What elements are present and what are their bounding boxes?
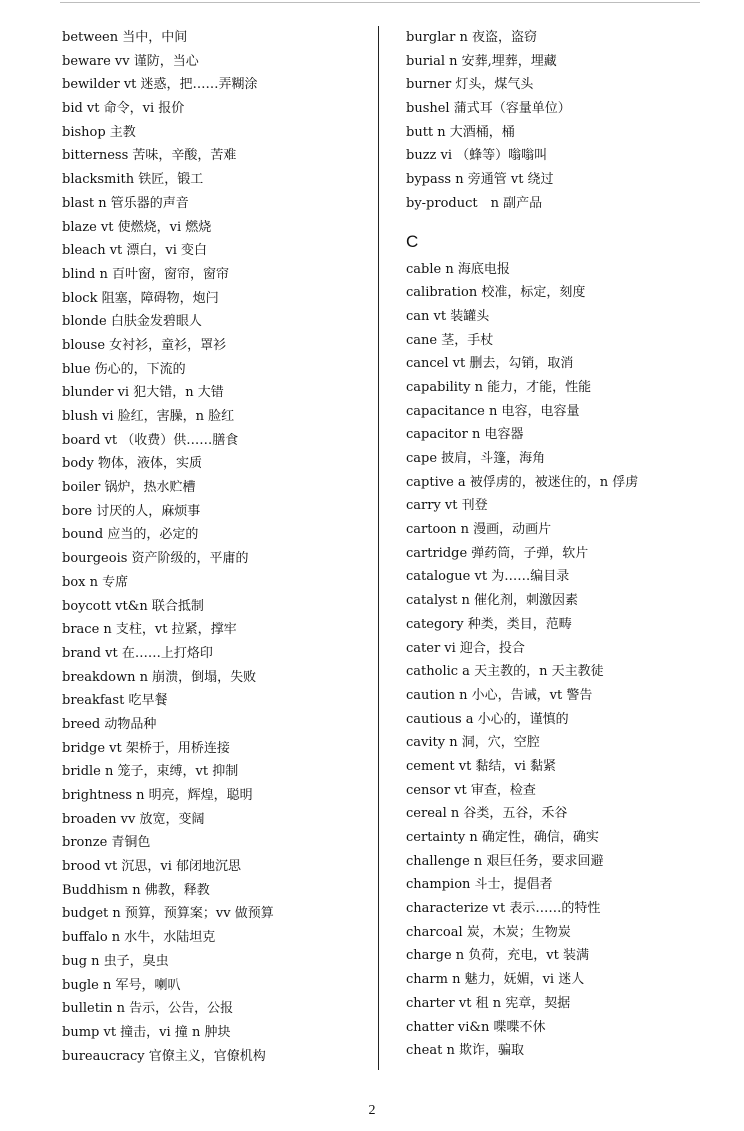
glossary-entry: charcoal 炭，木炭；生物炭 [406, 924, 571, 940]
glossary-entry: category 种类，类目，范畴 [406, 616, 572, 632]
glossary-entry: champion 斗士，提倡者 [406, 877, 553, 893]
glossary-entry: bureaucracy 官僚主义，官僚机构 [62, 1048, 266, 1064]
glossary-entry: butt n 大酒桶，桶 [406, 124, 515, 140]
glossary-entry: cable n 海底电报 [406, 261, 510, 277]
glossary-entry: bronze 青铜色 [62, 835, 151, 851]
glossary-entry: board vt （收费）供……膳食 [62, 432, 239, 448]
glossary-entry: bump vt 撞击，vi 撞 n 肿块 [62, 1024, 231, 1040]
glossary-entry: breed 动物品种 [62, 716, 157, 732]
glossary-entry: bound 应当的，必定的 [62, 527, 199, 543]
glossary-entry: bore 讨厌的人，麻烦事 [62, 503, 201, 519]
glossary-entry: burglar n 夜盗，盗窃 [406, 30, 537, 45]
glossary-entry: buffalo n 水牛，水陆坦克 [62, 930, 216, 946]
glossary-entry: carry vt 刊登 [406, 498, 488, 514]
glossary-entry: blush vi 脸红，害臊，n 脸红 [62, 409, 235, 424]
glossary-entry: bourgeois 资产阶级的，平庸的 [62, 551, 249, 567]
glossary-entry: cane 茎，手杖 [406, 332, 494, 348]
glossary-entry: blonde 白肤金发碧眼人 [62, 314, 202, 330]
glossary-entry: blunder vi 犯大错，n 大错 [62, 385, 224, 401]
glossary-entry: brace n 支柱，vt 拉紧，撑牢 [62, 622, 237, 638]
glossary-entry: censor vt 审查，检查 [406, 782, 536, 798]
glossary-entry: budget n 预算，预算案；vv 做预算 [62, 906, 274, 922]
glossary-entry: cape 披肩，斗篷，海角 [406, 451, 546, 466]
glossary-entry: bushel 蒲式耳（容量单位） [406, 101, 571, 117]
left-column [62, 26, 368, 1068]
glossary-entry: capability n 能力，才能，性能 [406, 379, 592, 395]
glossary-entry: block 阻塞，障碍物，炮闩 [62, 290, 219, 306]
glossary-entry: box n 专席 [62, 574, 129, 590]
glossary-entry: cater vi 迎合，投合 [406, 640, 525, 656]
glossary-entry: catalogue vt 为……编目录 [406, 569, 570, 585]
glossary-entry: cartoon n 漫画，动画片 [406, 522, 552, 538]
glossary-entry: cavity n 洞，穴，空腔 [406, 735, 540, 751]
glossary-entry: breakfast 吃早餐 [62, 693, 168, 709]
glossary-entry: bid vt 命令，vi 报价 [62, 101, 185, 117]
glossary-entry: blast n 管乐器的声音 [62, 195, 189, 211]
glossary-entry: body 物体，液体，实质 [62, 456, 202, 472]
glossary-entry: between 当中，中间 [62, 30, 188, 45]
glossary-entry: can vt 装罐头 [406, 308, 490, 324]
glossary-entry: buzz vi （蜂等）嗡嗡叫 [406, 148, 548, 164]
glossary-entry: catalyst n 催化剂，刺激因素 [406, 593, 579, 609]
glossary-entry: caution n 小心，告诫，vt 警告 [406, 687, 593, 703]
glossary-entry: blind n 百叶窗，窗帘，窗帘 [62, 266, 229, 282]
glossary-entry: bitterness 苦味，辛酸，苦难 [62, 148, 237, 164]
glossary-entry: brand vt 在……上打烙印 [62, 645, 213, 661]
glossary-entry: bypass n 旁通管 vt 绕过 [406, 172, 554, 188]
glossary-entry: by-product n 副产品 [406, 195, 543, 211]
glossary-entry: charter vt 租 n 宪章，契据 [406, 995, 571, 1011]
glossary-entry: bleach vt 漂白，vi 变白 [62, 243, 208, 259]
glossary-entry: bulletin n 告示，公告，公报 [62, 1001, 234, 1017]
glossary-entry: cancel vt 删去，勾销，取消 [406, 356, 574, 372]
glossary-entry: cautious a 小心的，谨慎的 [406, 711, 569, 727]
glossary-entry: cheat n 欺诈，骗取 [406, 1043, 524, 1059]
glossary-entry: challenge n 艰巨任务，要求回避 [406, 853, 604, 869]
glossary-entry: burner 灯头，煤气头 [406, 77, 534, 93]
glossary-entry: boiler 锅炉，热水贮槽 [62, 480, 196, 496]
glossary-entry: breakdown n 崩溃，倒塌，失败 [62, 669, 257, 685]
glossary-entry: blue 伤心的，下流的 [62, 361, 186, 377]
glossary-entry: cereal n 谷类，五谷，禾谷 [406, 806, 568, 822]
glossary-entry: broaden vv 放宽，变阔 [62, 811, 205, 827]
glossary-entry: bewilder vt 迷惑，把……弄糊涂 [62, 77, 258, 93]
glossary-entry: beware vv 谨防，当心 [62, 53, 199, 69]
glossary-entry: bug n 虫子，臭虫 [62, 953, 169, 969]
section-letter-heading: C [406, 231, 419, 251]
glossary-entry: charm n 魅力，妩媚，vi 迷人 [406, 972, 585, 988]
glossary-entry: catholic a 天主教的，n 天主教徒 [406, 664, 604, 680]
glossary-entry: bridge vt 架桥于，用桥连接 [62, 740, 230, 756]
top-rule [60, 2, 700, 3]
glossary-entry: cartridge 弹药筒，子弹，软片 [406, 545, 589, 561]
glossary-entry: charge n 负荷，充电，vt 装满 [406, 948, 589, 964]
glossary-entry: calibration 校准，标定，刻度 [406, 285, 586, 301]
glossary-entry: blaze vt 使燃烧，vi 燃烧 [62, 219, 212, 235]
glossary-entry: brightness n 明亮，辉煌，聪明 [62, 788, 253, 803]
glossary-entry: brood vt 沉思，vi 郁闭地沉思 [62, 859, 241, 875]
glossary-entry: bugle n 军号，喇叭 [62, 977, 181, 993]
glossary-entry: boycott vt&n 联合抵制 [62, 598, 204, 614]
glossary-entry: blacksmith 铁匠，锻工 [62, 172, 204, 188]
page-number: 2 [368, 1103, 376, 1118]
glossary-entry: bishop 主教 [62, 124, 136, 140]
glossary-entry: burial n 安葬,埋葬，埋藏 [406, 53, 557, 69]
glossary-entry: capacitance n 电容，电容量 [406, 403, 580, 419]
glossary-entry: Buddhism n 佛教，释教 [62, 882, 210, 898]
glossary-entry: captive a 被俘虏的，被迷住的，n 俘虏 [406, 474, 639, 490]
glossary-entry: bridle n 笼子，束缚，vt 抑制 [62, 764, 239, 780]
glossary-entry: capacitor n 电容器 [406, 427, 524, 443]
glossary-entry: chatter vi&n 喋喋不休 [406, 1019, 546, 1035]
glossary-entry: blouse 女衬衫，童衫，罩衫 [62, 337, 227, 353]
column-divider [378, 26, 379, 1070]
glossary-entry: cement vt 黏结，vi 黏紧 [406, 758, 557, 774]
glossary-entry: characterize vt 表示……的特性 [406, 901, 601, 917]
right-column [406, 26, 706, 1063]
glossary-entry: certainty n 确定性，确信，确实 [406, 830, 599, 845]
